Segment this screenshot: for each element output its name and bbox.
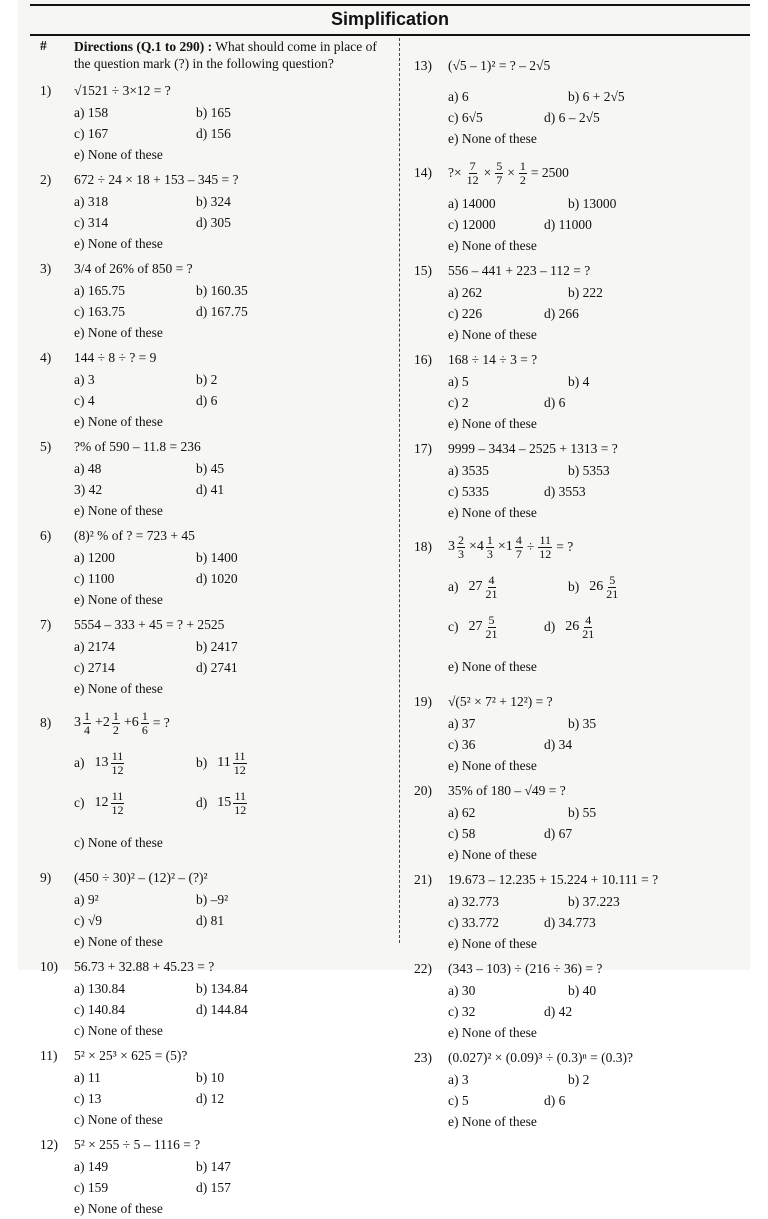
denominator: 12 [111,802,124,817]
option-b[interactable]: b) 165 [196,104,231,120]
question-19 [414,691,750,776]
question-text: 672 ÷ 24 × 18 + 153 – 345 = ? [74,172,239,187]
option-b[interactable]: b) 324 [196,193,231,209]
question-22 [414,958,750,1043]
question-number: 17) [414,441,432,456]
whole: 26 [565,619,580,634]
option-d[interactable]: d) 34.773 [544,914,596,930]
option-d[interactable]: d) 6 – 2√5 [544,109,600,125]
option-d[interactable] [196,783,318,823]
option-a[interactable] [74,743,196,783]
option-d[interactable]: d) 6 [196,392,218,408]
numerator: 7 [469,158,476,173]
numerator: 4 [515,532,522,547]
option-a[interactable]: a) 318 [74,193,109,209]
option-e[interactable]: e) None of these [74,502,163,518]
denominator: 12 [233,762,246,777]
question-number: 21) [414,872,432,887]
option-b[interactable]: b) 37.223 [568,893,620,909]
option-d[interactable]: d) 11000 [544,216,592,232]
option-label: c) [448,619,459,634]
option-e[interactable]: c) None of these [74,1022,163,1038]
question-text: 144 ÷ 8 ÷ ? = 9 [74,350,157,365]
right-column [414,38,750,1132]
question-14 [414,153,750,256]
option-d[interactable]: d) 67 [544,825,573,841]
question-number: 22) [414,961,432,976]
option-a[interactable]: a) 30 [448,982,476,998]
option-b[interactable]: b) 222 [568,284,603,300]
option-b[interactable]: b) –9² [196,891,229,907]
option-e[interactable]: e) None of these [74,324,163,340]
option-e[interactable]: e) None of these [448,935,537,951]
option-d[interactable]: d) 266 [544,305,579,321]
tail: = 2500 [530,165,569,180]
numerator: 4 [585,612,592,627]
denominator: 4 [84,722,90,737]
question-text: 19.673 – 12.235 + 15.224 + 10.111 = ? [448,872,659,887]
option-d[interactable]: d) 41 [196,481,225,497]
title-rule [30,34,750,36]
option-b[interactable]: b) 6 + 2√5 [568,88,625,104]
option-d[interactable]: d) 144.84 [196,1001,248,1017]
question-number: 11) [40,1048,58,1063]
option-b[interactable]: b) 134.84 [196,980,248,996]
option-d[interactable]: d) 167.75 [196,303,248,319]
question-text: (8)² % of ? = 723 + 45 [74,528,195,543]
question-number: 15) [414,263,432,278]
option-a[interactable]: a) 62 [448,804,476,820]
option-d[interactable]: d) 156 [196,125,231,141]
denominator: 21 [582,626,595,641]
whole: 3 [74,715,81,730]
option-b[interactable]: b) 10 [196,1069,225,1085]
option-b[interactable]: b) 2 [196,371,218,387]
option-c[interactable]: c) 1100 [74,570,115,586]
divide: ÷ [526,539,535,554]
question-number: 1) [40,83,52,98]
option-label: d) [544,619,556,634]
question-8 [40,703,396,863]
option-a[interactable]: a) 130.84 [74,980,125,996]
equals: = ? [152,715,170,730]
denominator: 21 [606,586,619,601]
directions-text [74,38,394,72]
option-d[interactable]: d) 2741 [196,659,238,675]
option-b[interactable]: b) 40 [568,982,597,998]
option-e[interactable]: c) None of these [74,1111,163,1127]
option-e[interactable]: e) None of these [74,146,163,162]
question-number: 18) [414,539,432,554]
option-d[interactable]: d) 12 [196,1090,225,1106]
option-c[interactable]: 3) 42 [74,481,103,497]
question-6 [40,525,396,610]
option-c[interactable]: c) 58 [448,825,476,841]
option-label: d) [196,795,208,810]
option-c[interactable]: c) 4 [74,392,95,408]
option-label: b) [568,579,580,594]
option-c[interactable]: c) 314 [74,214,109,230]
option-d[interactable]: d) 42 [544,1003,573,1019]
numerator: 11 [539,532,552,547]
question-11 [40,1045,396,1130]
option-c[interactable]: c) 6√5 [448,109,483,125]
denominator: 21 [485,626,498,641]
option-c[interactable]: c) 12000 [448,216,496,232]
question-7 [40,614,396,699]
option-a[interactable]: a) 3 [74,371,95,387]
option-e[interactable]: e) None of these [74,413,163,429]
denominator: 12 [539,546,552,561]
question-4 [40,347,396,432]
question-1 [40,80,396,165]
directions-body: What should come in place of the question mark (?) in the following question? [74,39,377,71]
option-d[interactable]: d) 157 [196,1179,231,1195]
directions-header [40,38,396,72]
question-text: 168 ÷ 14 ÷ 3 = ? [448,352,538,367]
whole: 26 [589,579,604,594]
option-a[interactable]: a) 3535 [448,462,489,478]
whole: 3 [448,539,455,554]
equals: = ? [556,539,574,554]
option-c[interactable]: c) 167 [74,125,109,141]
whole: 11 [217,755,231,770]
option-a[interactable]: a) 149 [74,1158,109,1174]
option-e[interactable]: e) None of these [448,1113,537,1129]
question-number: 7) [40,617,52,632]
question-number: 2) [40,172,52,187]
option-a[interactable]: a) 32.773 [448,893,499,909]
numerator: 11 [234,788,247,803]
question-text: (450 ÷ 30)² – (12)² – (?)² [74,870,208,885]
option-c[interactable]: c) 36 [448,736,476,752]
option-d[interactable]: d) 81 [196,912,225,928]
option-a[interactable]: a) 3 [448,1071,469,1087]
option-e[interactable]: e) None of these [448,846,537,862]
whole: 15 [217,795,232,810]
whole: ×4 [469,539,484,554]
question-text: (0.027)² × (0.09)³ ÷ (0.3)ⁿ = (0.3)? [448,1050,633,1065]
numerator: 5 [488,612,495,627]
whole: 13 [94,755,109,770]
option-e[interactable]: e) None of these [448,757,537,773]
question-13 [414,46,750,149]
option-d[interactable]: d) 305 [196,214,231,230]
option-a[interactable]: a) 2174 [74,638,115,654]
option-c[interactable] [448,607,544,647]
question-number: 4) [40,350,52,365]
lead: ?× [448,165,462,180]
question-number: 8) [40,715,52,730]
option-b[interactable] [568,567,688,607]
question-number: 3) [40,261,52,276]
question-text [74,710,170,737]
option-e[interactable]: e) None of these [448,130,537,146]
option-b[interactable]: b) 2 [568,1071,590,1087]
question-text: 5554 – 333 + 45 = ? + 2525 [74,617,225,632]
question-17 [414,438,750,523]
option-label: c) [74,795,85,810]
question-number: 20) [414,783,432,798]
option-c[interactable]: c) 5335 [448,483,489,499]
whole: 12 [94,795,109,810]
question-number: 19) [414,694,432,709]
option-d[interactable]: d) 1020 [196,570,238,586]
page-title: Simplification [330,9,449,29]
denominator: 3 [458,546,464,561]
option-e[interactable]: e) None of these [448,504,537,520]
question-3 [40,258,396,343]
option-b[interactable]: b) 55 [568,804,597,820]
option-e[interactable]: e) None of these [74,591,163,607]
question-5 [40,436,396,521]
question-text: √(5² × 7² + 12²) = ? [448,694,553,709]
numerator: 11 [111,748,124,763]
question-9 [40,867,396,952]
column-divider [399,38,400,943]
option-b[interactable]: b) 160.35 [196,282,248,298]
option-c[interactable]: c) 33.772 [448,914,499,930]
denominator: 21 [485,586,498,601]
question-number: 9) [40,870,52,885]
numerator: 1 [141,708,148,723]
whole: ×1 [497,539,513,554]
option-c[interactable]: c) 32 [448,1003,476,1019]
option-a[interactable]: a) 14000 [448,195,496,211]
numerator: 11 [111,788,124,803]
option-b[interactable]: b) 45 [196,460,225,476]
option-d[interactable]: d) 34 [544,736,573,752]
option-e[interactable]: e) None of these [74,1200,163,1216]
question-text: 556 – 441 + 223 – 112 = ? [448,263,591,278]
denominator: 3 [486,546,493,561]
option-a[interactable]: a) 1200 [74,549,115,565]
question-number: 16) [414,352,432,367]
option-d[interactable] [544,607,664,647]
numerator: 1 [84,708,90,723]
option-b[interactable]: b) 35 [568,715,597,731]
question-text [448,534,573,561]
option-e[interactable]: e) None of these [448,237,537,253]
question-18 [414,527,750,687]
option-a[interactable]: a) 6 [448,88,469,104]
option-e[interactable]: e) None of these [448,326,537,342]
option-d[interactable]: d) 6 [544,1092,566,1108]
option-d[interactable]: d) 3553 [544,483,586,499]
question-text: 5² × 255 ÷ 5 – 1116 = ? [74,1137,201,1152]
question-number: 12) [40,1137,58,1152]
option-b[interactable] [196,743,318,783]
option-a[interactable]: a) 165.75 [74,282,125,298]
option-b[interactable]: b) 147 [196,1158,231,1174]
denominator: 12 [234,802,247,817]
option-c[interactable]: c) 163.75 [74,303,125,319]
option-label: b) [196,755,208,770]
option-a[interactable]: a) 5 [448,373,469,389]
question-number: 23) [414,1050,432,1065]
whole: 27 [468,579,483,594]
denominator: 2 [519,172,526,187]
option-c[interactable]: c) 226 [448,305,483,321]
option-c[interactable]: c) 2714 [74,659,115,675]
option-c[interactable]: c) √9 [74,912,103,928]
question-text: √1521 ÷ 3×12 = ? [74,83,171,98]
option-b[interactable]: b) 5353 [568,462,610,478]
option-e[interactable]: c) None of these [74,835,163,850]
denominator: 2 [112,722,119,737]
option-a[interactable]: a) 37 [448,715,476,731]
question-23 [414,1047,750,1132]
question-text: (√5 – 1)² = ? – 2√5 [448,58,551,73]
option-a[interactable]: a) 9² [74,891,99,907]
question-text: 56.73 + 32.88 + 45.23 = ? [74,959,215,974]
question-text: (343 – 103) ÷ (216 ÷ 36) = ? [448,961,603,976]
question-2 [40,169,396,254]
whole: 27 [468,619,483,634]
question-text: 3/4 of 26% of 850 = ? [74,261,193,276]
denominator: 7 [515,546,522,561]
top-rule [30,4,750,6]
option-a[interactable]: a) 48 [74,460,102,476]
header-hash: # [40,38,47,53]
numerator: 1 [112,708,119,723]
whole: +6 [123,715,139,730]
option-a[interactable] [448,567,568,607]
question-20 [414,780,750,865]
question-text: ?% of 590 – 11.8 = 236 [74,439,201,454]
numerator: 5 [609,572,616,587]
option-a[interactable]: a) 158 [74,104,109,120]
question-text: 5² × 25³ × 625 = (5)? [74,1048,188,1063]
option-c[interactable]: c) 140.84 [74,1001,125,1017]
option-e[interactable]: e) None of these [448,415,537,431]
numerator: 1 [486,532,493,547]
option-d[interactable]: d) 6 [544,394,566,410]
option-c[interactable]: c) 5 [448,1092,469,1108]
question-number: 6) [40,528,52,543]
option-e[interactable]: e) None of these [448,1024,537,1040]
question-number: 14) [414,165,432,180]
option-c[interactable]: c) 159 [74,1179,109,1195]
option-label: a) [448,579,459,594]
question-number: 5) [40,439,52,454]
question-text: 9999 – 3434 – 2525 + 1313 = ? [448,441,618,456]
option-b[interactable]: b) 2417 [196,638,238,654]
option-b[interactable]: b) 13000 [568,195,617,211]
option-e[interactable]: e) None of these [448,659,537,674]
option-c[interactable] [74,783,196,823]
option-b[interactable]: b) 4 [568,373,590,389]
question-16 [414,349,750,434]
directions-label: Directions (Q.1 to 290) : [74,39,213,54]
numerator: 2 [458,532,464,547]
question-text: 35% of 180 – √49 = ? [448,783,566,798]
denominator: 12 [111,762,124,777]
option-e[interactable]: e) None of these [74,933,163,949]
question-10 [40,956,396,1041]
question-12 [40,1134,396,1219]
option-label: a) [74,755,85,770]
option-e[interactable]: e) None of these [74,235,163,251]
numerator: 11 [233,748,246,763]
option-c[interactable]: c) 2 [448,394,469,410]
left-column [40,38,396,1219]
question-number: 13) [414,58,432,73]
numerator: 1 [519,158,526,173]
option-e[interactable]: e) None of these [74,680,163,696]
numerator: 5 [496,158,503,173]
denominator: 6 [141,722,148,737]
option-c[interactable]: c) 13 [74,1090,102,1106]
question-number: 10) [40,959,58,974]
option-a[interactable]: a) 11 [74,1069,101,1085]
whole: +2 [95,715,110,730]
numerator: 4 [488,572,495,587]
denominator: 7 [496,172,503,187]
question-21 [414,869,750,954]
question-15 [414,260,750,345]
question-text: ?× $\frac{7}{12}$ × $\frac{5}{7}$ × $\frac{1}{2}$ = 2500 [448,158,569,187]
option-a[interactable]: a) 262 [448,284,483,300]
denominator: 12 [466,172,479,187]
option-b[interactable]: b) 1400 [196,549,238,565]
